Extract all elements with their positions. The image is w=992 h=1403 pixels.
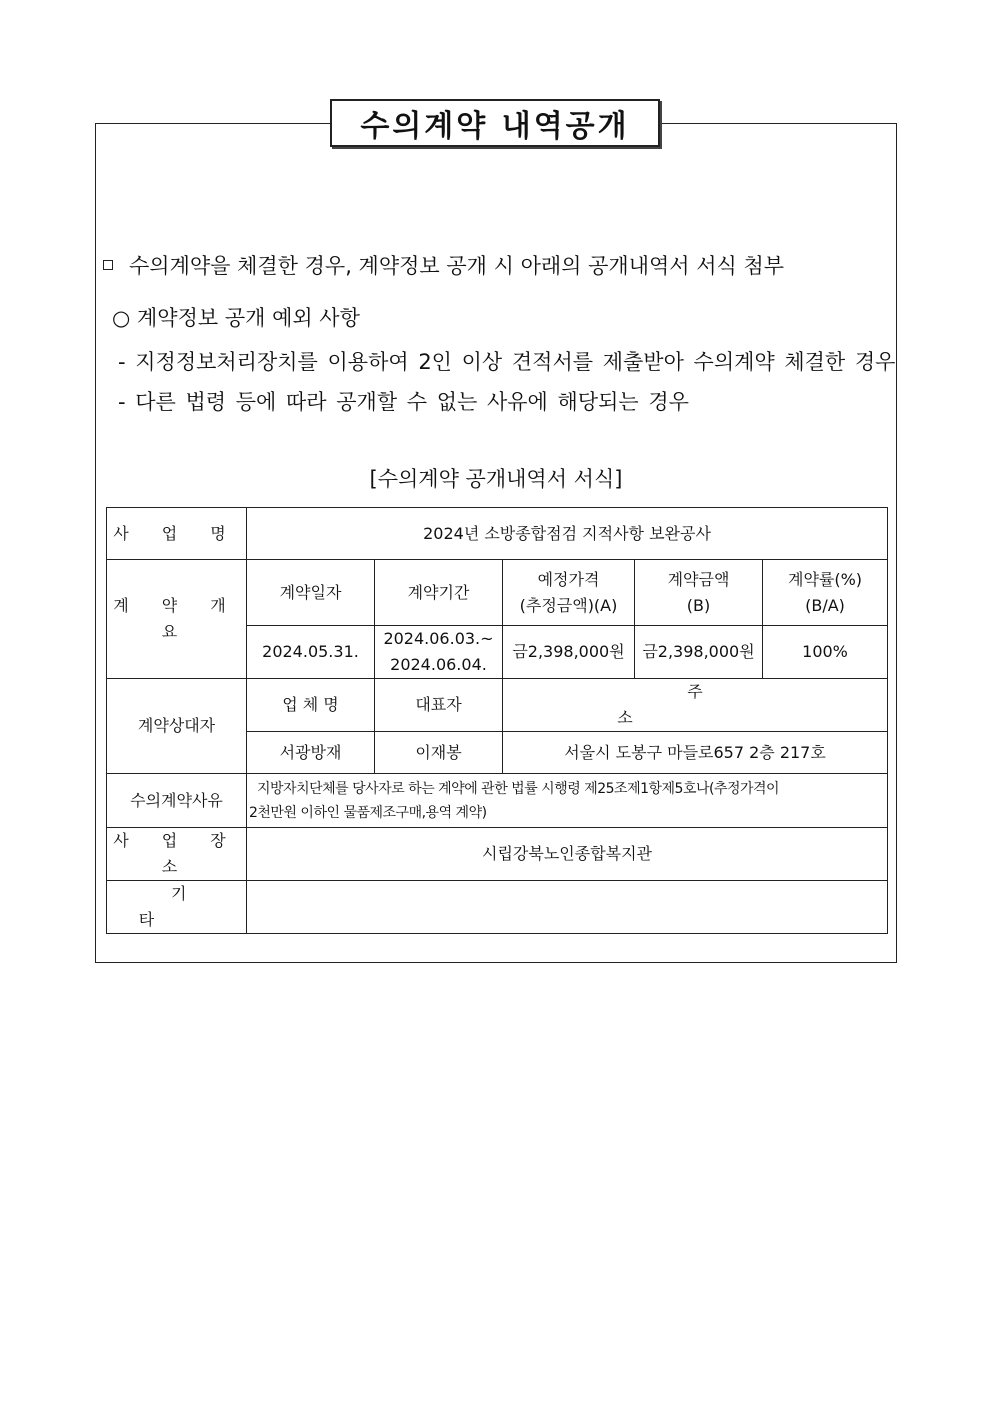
page-title: 수의계약 내역공개 bbox=[330, 99, 660, 147]
intro-line-exception-2: - 다른 법령 등에 따라 공개할 수 없는 사유에 해당되는 경우 bbox=[118, 390, 689, 414]
table-row bbox=[107, 828, 888, 881]
project-value: 2024년 소방종합점검 지적사항 보완공사 bbox=[247, 508, 888, 560]
table-row bbox=[107, 881, 888, 934]
square-bullet-icon bbox=[103, 260, 113, 270]
header-est-price: 예정가격 (추정금액)(A) bbox=[503, 560, 635, 626]
form-title: [수의계약 공개내역서 서식] bbox=[369, 467, 623, 491]
header-date: 계약일자 bbox=[247, 560, 375, 626]
overview-label: 계 약 개 요 bbox=[107, 560, 247, 679]
site-value: 시립강북노인종합복지관 bbox=[247, 828, 888, 881]
intro-line-attach bbox=[103, 250, 784, 280]
party-header-company: 업 체 명 bbox=[247, 679, 375, 732]
header-amount: 계약금액 (B) bbox=[635, 560, 763, 626]
party-company: 서광방재 bbox=[247, 732, 375, 774]
site-label: 사 업 장 소 bbox=[107, 828, 247, 881]
table-row bbox=[107, 774, 888, 828]
party-address: 서울시 도봉구 마들로657 2층 217호 bbox=[503, 732, 888, 774]
value-rate: 100% bbox=[763, 626, 888, 679]
reason-label: 수의계약사유 bbox=[107, 774, 247, 828]
party-label: 계약상대자 bbox=[107, 679, 247, 774]
intro-text-1: 수의계약을 체결한 경우, 계약정보 공개 시 아래의 공개내역서 서식 첨부 bbox=[129, 254, 785, 278]
value-date: 2024.05.31. bbox=[247, 626, 375, 679]
value-amount: 금2,398,000원 bbox=[635, 626, 763, 679]
value-est-price: 금2,398,000원 bbox=[503, 626, 635, 679]
party-rep: 이재봉 bbox=[375, 732, 503, 774]
disclosure-table bbox=[106, 507, 888, 934]
table-row bbox=[107, 508, 888, 560]
header-rate: 계약률(%) (B/A) bbox=[763, 560, 888, 626]
intro-line-exception-1: - 지정정보처리장치를 이용하여 2인 이상 견적서를 제출받아 수의계약 체결한 경우 bbox=[118, 350, 896, 374]
etc-label: 기 타 bbox=[107, 881, 247, 934]
header-period: 계약기간 bbox=[375, 560, 503, 626]
value-period: 2024.06.03.~ 2024.06.04. bbox=[375, 626, 503, 679]
party-header-rep: 대표자 bbox=[375, 679, 503, 732]
etc-value bbox=[247, 881, 888, 934]
party-header-address: 주 소 bbox=[503, 679, 888, 732]
table-row bbox=[107, 560, 888, 626]
reason-value: 지방자치단체를 당사자로 하는 계약에 관한 법률 시행령 제25조제1항제5호나(추정가격이 2천만원 이하인 물품제조구매,용역 계약) bbox=[247, 774, 888, 828]
table-row bbox=[107, 679, 888, 732]
intro-line-exceptions: ○ 계약정보 공개 예외 사항 bbox=[112, 306, 360, 330]
project-label: 사 업 명 bbox=[107, 508, 247, 560]
